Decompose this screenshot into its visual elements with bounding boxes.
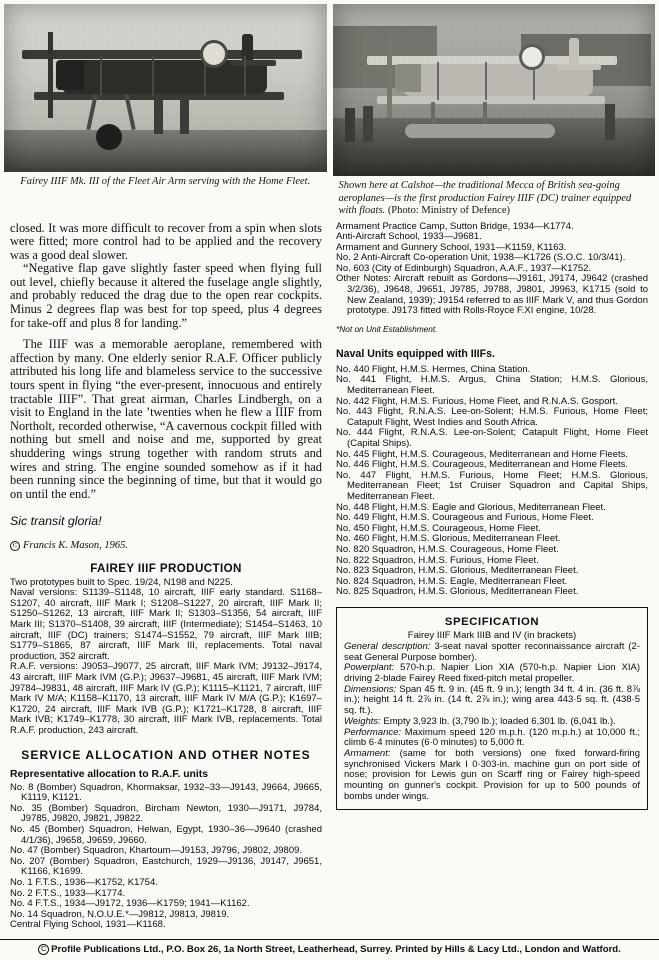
heading-fairey-iiif-production: FAIREY IIIF PRODUCTION (90, 561, 242, 575)
naval-unit-entry: No. 442 Flight, H.M.S. Furious, Home Fleet, and R.N.A.S. Gosport. (336, 395, 618, 407)
naval-unit-entry: No. 824 Squadron, H.M.S. Eagle, Mediterranean Fleet. (336, 575, 568, 587)
column-right (336, 222, 648, 931)
photo-caption-right (333, 176, 656, 218)
naval-unit-entry: No. 444 Flight, R.N.A.S. Lee-on-Solent; Catapult Flight, Home Fleet (Capital Ships). (336, 427, 648, 449)
raf-unit-entry: No. 8 (Bomber) Squadron, Khormaksar, 1932–33—J9143, J9664, J9665, K1119, K1121. (10, 781, 322, 804)
naval-unit-entry: No. 823 Squadron, H.M.S. Glorious, Mediterranean Fleet. (336, 565, 579, 577)
copyright-icon: C (10, 541, 20, 551)
copyright-icon: C (38, 944, 49, 955)
naval-unit-entry: No. 441 Flight, H.M.S. Argus, China Station; H.M.S. Glorious, Mediterranean Fleet. (336, 374, 648, 397)
specification-label: Dimensions: (344, 683, 397, 695)
photo-fairey-iiif-floatplane (333, 4, 656, 176)
photo-fairey-iiif-landplane (4, 4, 327, 172)
specification-value: 570-h.p. Napier Lion XIA (570-h.p. Napier Lion XIA) driving 2-blade Fairey Reed fixed-pitch metal propeller. (344, 662, 640, 685)
photo-credit: (Photo: Ministry of Defence) (387, 205, 510, 216)
specification-row (344, 685, 640, 717)
photo-column-left (4, 4, 327, 218)
naval-unit-entry: No. 460 Flight, H.M.S. Glorious, Mediterranean Fleet. (336, 533, 561, 545)
paragraph-memorable-aeroplane: The IIIF was a memorable aeroplane, remembered with affection by many. One elderly senior R.A.F. Officer publicly attributed his long life and blameless service to the successive tours spent in flying “the ever-present, innocuous and entirely tractable IIIF”. That great airman, Charles Lindbergh, on a visit to England in the late ’twenties when he flew a IIIF from Northolt, recorded otherwise, “A cavernous cockpit filled with nothing but smell and noise and me, supported by great shuddering wings strung together with random struts and wires and string. The engine sounded somehow as if it had been running since the beginning of time, but that it would go on until the end.” (10, 337, 322, 501)
raf-unit-entry: No. 47 (Bomber) Squadron, Khartoum—J9153, J9796, J9802, J9809. (10, 845, 303, 857)
page-footer (0, 939, 659, 960)
naval-unit-entry: No. 443 Flight, R.N.A.S. Lee-on-Solent; H.M.S. Furious, Home Fleet; Catapult Flight, West Indies and South Africa. (336, 406, 648, 428)
paragraph-spin-recovery: closed. It was more difficult to recover from a spin when slots were fitted; more control had to be applied and the recovery was a good deal slower. (10, 220, 322, 262)
specification-label: Powerplant: (344, 662, 395, 674)
heading-service-allocation: SERVICE ALLOCATION AND OTHER NOTES (21, 747, 311, 762)
raf-unit-entry: No. 207 (Bomber) Squadron, Eastchurch, 1929—J9136, J9147, J9651, K1166, K1699. (10, 855, 322, 878)
specification-value: Span 45 ft. 9 in. (45 ft. 9 in.); length 34 ft. 4 in. (36 ft. 8⅞ in.); height 14 ft. 2⅞ in. (14 ft. 2⅞ in.); wing area 443·5 sq. ft. (438·5 sq. ft.). (344, 683, 640, 717)
naval-unit-entry: No. 448 Flight, H.M.S. Eagle and Glorious, Mediterranean Fleet. (336, 501, 606, 513)
specification-row (344, 728, 640, 749)
raf-unit-entry: Armament and Gunnery School, 1931—K1159, K1163. (336, 241, 567, 253)
specification-value: Empty 3,923 lb. (3,790 lb.); loaded 6,301 lb. (6,041 lb.). (380, 715, 616, 727)
specification-value: Maximum speed 120 m.p.h. (120 m.p.h.) at 10,000 ft.; climb 6·4 minutes (6·0 minutes) to 5,000 ft. (344, 726, 640, 749)
raf-unit-entry: No. 2 Anti-Aircraft Co-operation Unit, 1938—K1726 (S.O.C. 10/3/41). (336, 252, 626, 264)
raf-unit-entry: Anti-Aircraft School, 1933—J9681. (336, 231, 482, 243)
author-byline (10, 540, 322, 551)
production-line: Two prototypes built to Spec. 19/24, N198 and N225. (10, 576, 233, 588)
author-byline-text: Francis K. Mason, 1965. (23, 540, 128, 552)
raf-unit-entry: No. 14 Squadron, N.O.U.E.*—J9812, J9813, J9819. (10, 908, 230, 920)
photo-caption-left: Fairey IIIF Mk. III of the Fleet Air Arm serving with the Home Fleet. (20, 176, 311, 187)
production-line: Naval versions: S1139–S1148, 10 aircraft, IIIF early standard. S1168–S1207, 40 aircraft, IIIF Mark I; S1208–S1227, 20 aircraft, IIIF Mark II; S1250–S1262, 13 aircraft, IIIF Mark II; S1303–S1356, 54 aircraft, IIIF Mark III; S1370–S1408, 39 aircraft, IIIF (Intermediate); S1454–S1463, 10 aircraft, IIIF (DC) trainers; S1474–S1552, 79 aircraft, IIIF Mark IIIB; S1779–S1865, 87 aircraft, IIIF Mark III, replacements. Total naval production, 352 aircraft. (10, 587, 322, 662)
specification-row (344, 642, 640, 663)
other-notes-entry: Other Notes: Aircraft rebuilt as Gordons—J9161, J9174, J9642 (crashed 3/2/36), J9648, J9651, J9785, J9788, J9801, J9963, K1715 (sold to New Zealand, 1939); J9154 referred to as IIIF Mark V, and thus Gordon prototype. J9173 fitted with Rolls-Royce F.XI engine, 10/28. (336, 273, 648, 317)
specification-label: Performance: (344, 726, 402, 738)
photo-column-right (333, 4, 656, 218)
raf-unit-entry: Armament Practice Camp, Sutton Bridge, 1934—K1774. (336, 220, 574, 232)
raf-unit-list-continued (336, 222, 648, 317)
specification-label: Weights: (344, 715, 381, 727)
naval-unit-entry: No. 450 Flight, H.M.S. Courageous, Home Fleet. (336, 522, 541, 534)
raf-unit-list (10, 783, 322, 931)
heading-naval-units: Naval Units equipped with IIIFs. (336, 347, 495, 360)
specification-row (344, 663, 640, 684)
photo-row (0, 0, 659, 218)
naval-unit-entry: No. 446 Flight, H.M.S. Courageous, Mediterranean and Home Fleets. (336, 459, 629, 471)
specification-box (336, 607, 648, 811)
photo-grain (333, 4, 656, 176)
footer-text: Profile Publications Ltd., P.O. Box 26, 1a North Street, Leatherhead, Surrey. Printed by Hills & Lacy Ltd., London and Watford. (51, 944, 621, 955)
naval-unit-list (336, 365, 648, 598)
naval-unit-entry: No. 440 Flight, H.M.S. Hermes, China Station. (336, 363, 531, 375)
raf-unit-entry: No. 2 F.T.S., 1933—K1774. (10, 887, 126, 899)
specification-subtitle: Fairey IIIF Mark IIIB and IV (in brackets) (407, 629, 577, 641)
photo-grain (4, 4, 327, 172)
content-columns (0, 222, 659, 931)
specification-value: (same for both versions) one fixed forward-firing synchronised Vickers Mark I 0·303-in. machine gun on port side of nose; provision for Lewis gun on Scarff ring or Fairey high-speed mounting on gunner's cockpit. Provision for up to 500 pounds of bombs under wings. (344, 747, 640, 802)
specification-row (344, 749, 640, 803)
naval-unit-entry: No. 822 Squadron, H.M.S. Furious, Home Fleet. (336, 554, 539, 566)
raf-unit-entry: No. 35 (Bomber) Squadron, Bircham Newton, 1930—J9171, J9784, J9785, J9820, J9821, J9822. (10, 802, 322, 825)
naval-unit-entry: No. 449 Flight, H.M.S. Courageous and Furious, Home Fleet. (336, 512, 594, 524)
photo-caption-right-text: Shown here at Calshot—the traditional Mecca of British sea-going aeroplanes—is the first production Fairey IIIF (DC) trainer equipped with floats. (338, 180, 632, 216)
raf-unit-entry: No. 4 F.T.S., 1934—J9172, 1936—K1759; 1941—K1162. (10, 898, 250, 910)
production-line: R.A.F. versions: J9053–J9077, 25 aircraft, IIIF Mark IVM; J9132–J9174, 43 aircraft, IIIF Mark IVM (G.P.); J9637–J9681, 45 aircraft, IIIF Mark IVM; J9784–J9831, 48 aircraft, IIIF Mark IV (G.P.); K1115–K1121, 7 aircraft, IIIF Mark IV M/A; K1158–K1170, 13 aircraft, IIIF Mark IV M/A (G.P.); K1697–K1720, 24 aircraft, IIIF Mark IVB (G.P.); K1721–K1728, 8 aircraft, IIIF Mark IVB; K1749–K1778, 30 aircraft, IIIF Mark IVB, replacements. Total R.A.F. production, 243 aircraft. (10, 661, 322, 736)
subheading-raf-units: Representative allocation to R.A.F. units (10, 768, 209, 780)
raf-unit-entry: Central Flying School, 1931—K1168. (10, 919, 166, 931)
footnote-unit-establishment: *Not on Unit Establishment. (336, 323, 438, 334)
naval-unit-entry: No. 820 Squadron, H.M.S. Courageous, Home Fleet. (336, 543, 559, 555)
naval-unit-entry: No. 447 Flight, H.M.S. Furious, Home Fleet; H.M.S. Glorious, Mediterranean Fleet; 1st Cruiser Squadron and Capital Ships, Mediterranean Fleet. (336, 469, 648, 502)
specification-title: SPECIFICATION (444, 615, 540, 628)
naval-unit-entry: No. 445 Flight, H.M.S. Courageous, Mediterranean and Home Fleets. (336, 448, 629, 460)
naval-unit-entry: No. 825 Squadron, H.M.S. Glorious, Mediterranean Fleet. (336, 586, 579, 598)
column-left (10, 222, 322, 931)
specification-label: General description: (344, 640, 431, 652)
production-list (10, 578, 322, 737)
specification-label: Armament: (344, 747, 391, 759)
raf-unit-entry: No. 1 F.T.S., 1936—K1752, K1754. (10, 876, 158, 888)
raf-unit-entry: No. 603 (City of Edinburgh) Squadron, A.A.F., 1937—K1752. (336, 262, 592, 274)
raf-unit-entry: No. 45 (Bomber) Squadron, Helwan, Egypt, 1930–36—J9640 (crashed 4/1/36), J9658, J9659, J9660. (10, 823, 322, 846)
latin-phrase: Sic transit gloria! (10, 513, 102, 528)
paragraph-negative-flap: “Negative flap gave slightly faster speed when flying full out level, chiefly because it altered the fuselage angle slightly, and probably reduced the drag due to the open rear cockpits. Minus 2 degrees flap was best for top speed, plus 4 degrees for take-off and plus 8 for landing.” (10, 261, 322, 330)
specification-value: 3-seat naval spotter reconnaissance aircraft (2-seat General Purpose bomber). (344, 640, 640, 663)
